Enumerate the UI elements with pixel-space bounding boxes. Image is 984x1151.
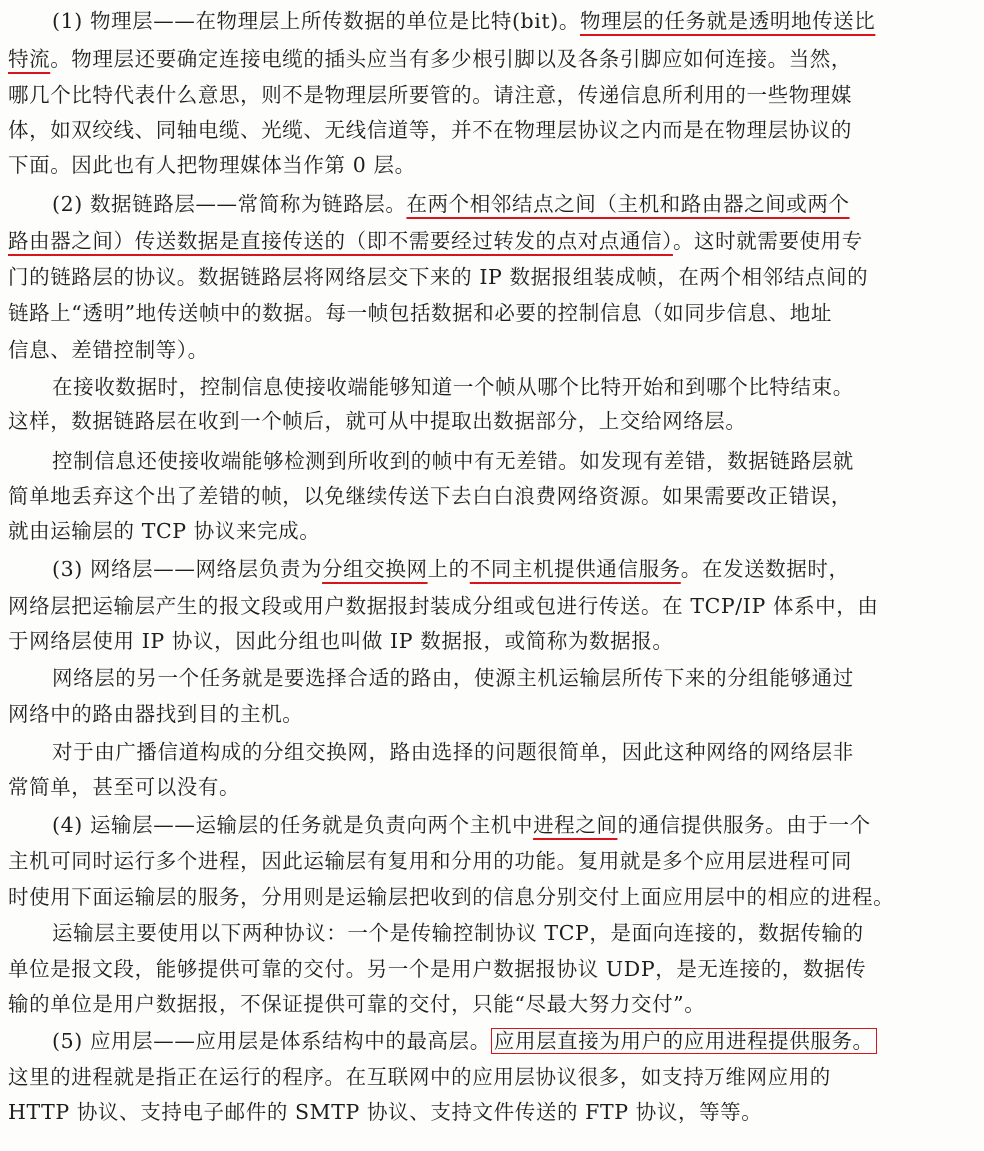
text-run: 对于由广播信道构成的分组交换网，路由选择的问题很简单，因此这种网络的网络层非	[52, 740, 854, 764]
underlined-text: 进程之间	[533, 813, 618, 837]
text-run: 主机可同时运行多个进程，因此运输层有复用和分用的功能。复用就是多个应用层进程可同	[8, 849, 852, 873]
text-run: 链路上“透明”地传送帧中的数据。每一帧包括数据和必要的控制信息（如同步信息、地址	[8, 301, 832, 325]
text-run: 哪几个比特代表什么意思，则不是物理层所要管的。请注意，传递信息所利用的一些物理媒	[8, 83, 852, 107]
text-line	[52, 372, 976, 402]
text-run: 常简单，甚至可以没有。	[8, 775, 241, 799]
text-run: 这样，数据链路层在收到一个帧后，就可从中提取出数据部分，上交给网络层。	[8, 409, 747, 433]
text-line	[8, 772, 976, 802]
underlined-text: 分组交换网	[322, 557, 428, 581]
text-line	[8, 516, 976, 546]
text-line	[8, 262, 976, 292]
text-line	[8, 335, 976, 365]
text-run: 体，如双绞线、同轴电缆、光缆、无线信道等，并不在物理层协议之内而是在物理层协议的	[8, 118, 852, 142]
text-run: (1) 物理层——在物理层上所传数据的单位是比特(bit)。	[52, 9, 580, 33]
text-run: 上的	[427, 557, 470, 581]
text-line	[52, 737, 976, 767]
text-line	[8, 882, 976, 912]
text-run: 于网络层使用 IP 协议，因此分组也叫做 IP 数据报，或简称为数据报。	[8, 629, 674, 653]
text-run: 网络层把运输层产生的报文段或用户数据报封装成分组或包进行传送。在 TCP/IP 体系中，由	[8, 594, 879, 618]
text-line	[8, 699, 976, 729]
text-line	[52, 554, 976, 584]
boxed-text: 应用层直接为用户的应用进程提供服务。	[491, 1028, 877, 1054]
text-line	[8, 989, 976, 1019]
text-line	[8, 846, 976, 876]
text-line	[8, 44, 976, 74]
text-line	[52, 1026, 976, 1056]
text-line	[8, 406, 976, 436]
text-run: 下面。因此也有人把物理媒体当作第 0 层。	[8, 153, 416, 177]
text-run: 运输层主要使用以下两种协议：一个是传输控制协议 TCP，是面向连接的，数据传输的	[52, 921, 864, 945]
text-run: 信息、差错控制等）。	[8, 338, 209, 362]
text-run: 这里的进程就是指正在运行的程序。在互联网中的应用层协议很多，如支持万维网应用的	[8, 1065, 831, 1089]
text-run: 。物理层还要确定连接电缆的插头应当有多少根引脚以及各条引脚应如何连接。当然，	[50, 47, 853, 71]
underlined-text: 路由器之间）传送数据是直接传送的（即不需要经过转发的点对点通信）	[8, 229, 673, 253]
text-line	[8, 1062, 976, 1092]
text-line	[8, 80, 976, 110]
text-run: 控制信息还使接收端能够检测到所收到的帧中有无差错。如发现有差错，数据链路层就	[52, 449, 854, 473]
text-line	[8, 591, 976, 621]
text-line	[52, 189, 976, 219]
text-run: 网络层的另一个任务就是要选择合适的路由，使源主机运输层所传下来的分组能够通过	[52, 666, 854, 690]
text-run: (4) 运输层——运输层的任务就是负责向两个主机中	[52, 813, 534, 837]
text-line	[8, 626, 976, 656]
text-line	[52, 6, 976, 36]
text-run: 的通信提供服务。由于一个	[617, 813, 871, 837]
text-run: 简单地丢弃这个出了差错的帧，以免继续传送下去白白浪费网络资源。如果需要改正错误，	[8, 484, 852, 508]
text-run: 就由运输层的 TCP 协议来完成。	[8, 519, 321, 543]
text-line	[8, 954, 976, 984]
underlined-text: 在两个相邻结点之间（主机和路由器之间或两个	[406, 192, 850, 216]
text-run: 在接收数据时，控制信息使接收端能够知道一个帧从哪个比特开始和到哪个比特结束。	[52, 375, 854, 399]
text-line	[8, 115, 976, 145]
text-run: 时使用下面运输层的服务，分用则是运输层把收到的信息分别交付上面应用层中的相应的进程。	[8, 885, 895, 909]
text-line	[8, 481, 976, 511]
text-line	[8, 226, 976, 256]
underlined-text: 不同主机提供通信服务	[469, 557, 681, 581]
text-line	[8, 1097, 976, 1127]
text-run: (5) 应用层——应用层是体系结构中的最高层。	[52, 1029, 491, 1053]
text-run: 网络中的路由器找到目的主机。	[8, 702, 304, 726]
text-run: (3) 网络层——网络层负责为	[52, 557, 323, 581]
text-run: (2) 数据链路层——常简称为链路层。	[52, 192, 407, 216]
text-run: 门的链路层的协议。数据链路层将网络层交下来的 IP 数据报组装成帧，在两个相邻结点间的	[8, 265, 869, 289]
text-line	[8, 298, 976, 328]
text-run: HTTP 协议、支持电子邮件的 SMTP 协议、支持文件传送的 FTP 协议，等等。	[8, 1100, 763, 1124]
text-run: 输的单位是用户数据报，不保证提供可靠的交付，只能“尽最大努力交付”。	[8, 992, 706, 1016]
text-line	[8, 150, 976, 180]
text-line	[52, 810, 976, 840]
text-line	[52, 918, 976, 948]
underlined-text: 物理层的任务就是透明地传送比	[579, 9, 876, 33]
text-line	[52, 446, 976, 476]
text-run: 。这时就需要使用专	[672, 229, 863, 253]
text-run: 单位是报文段，能够提供可靠的交付。另一个是用户数据报协议 UDP，是无连接的，数据传	[8, 957, 867, 981]
underlined-text: 特流	[8, 47, 51, 71]
text-line	[52, 663, 976, 693]
text-run: 。在发送数据时，	[680, 557, 850, 581]
